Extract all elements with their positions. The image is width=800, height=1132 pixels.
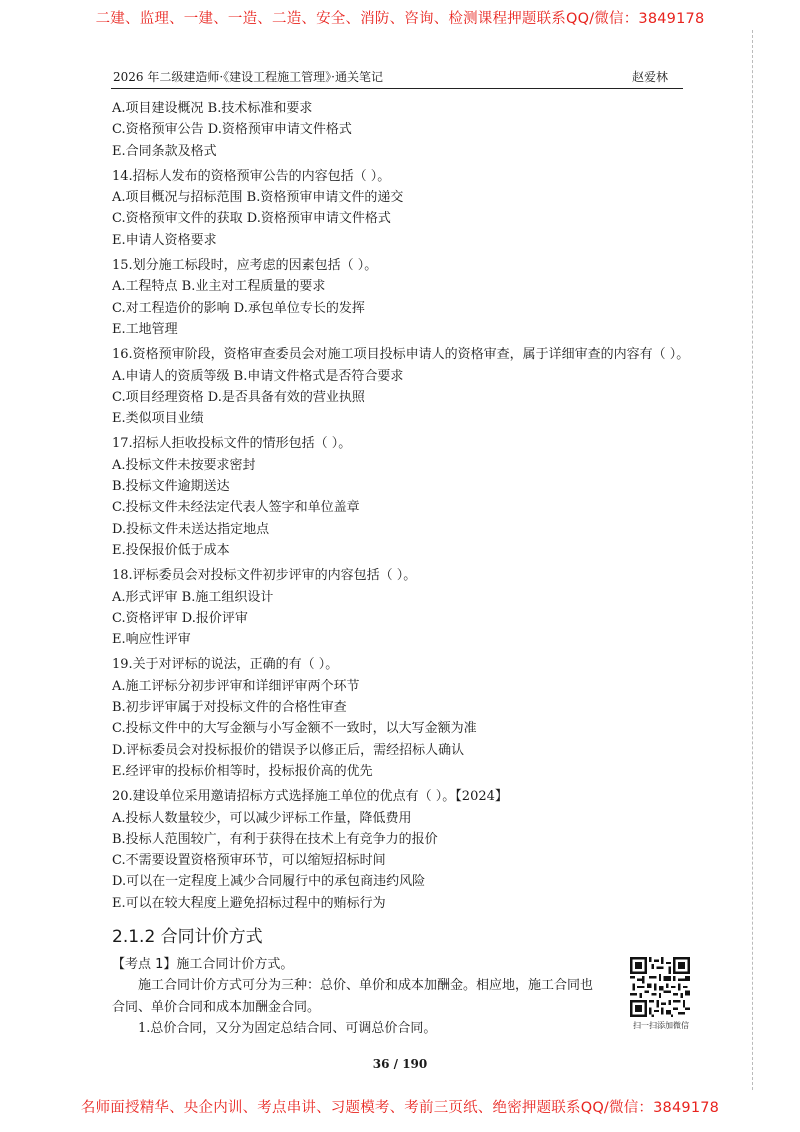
option-d: D.资格预审申请文件格式 [246,211,391,227]
option-e: E.申请人资格要求 [112,232,217,248]
option-row [112,276,692,297]
body-paragraph: 1.总价合同，又分为固定总结合同、可调总价合同。 [138,1020,437,1036]
option-row [112,587,692,608]
option-b: B.业主对工程质量的要求 [181,279,326,295]
body-paragraph: 施工合同计价方式可分为三种：总价、单价和成本加酬金。相应地，施工合同也 [138,978,594,994]
option-a: A.投标文件未按要求密封 [112,457,256,473]
option-d: D.投标文件未送达指定地点 [112,521,270,537]
option-d: D.是否具备有效的营业执照 [207,389,365,405]
option-b: B.施工组织设计 [181,589,274,605]
scan-edge-line [752,30,753,1090]
option-a: A.项目建设概况 [112,101,204,116]
question-stem: 20.建设单位采用邀请招标方式选择施工单位的优点有（ ）。【2024】 [112,789,508,805]
option-a: A.施工评标分初步评审和详细评审两个环节 [112,678,360,694]
option-a: A.形式评审 [112,589,178,605]
question-stem: 18.评标委员会对投标文件初步评审的内容包括（ ）。 [112,568,417,584]
header-divider [111,88,683,89]
option-row [112,119,692,140]
option-e: E.投保报价低于成本 [112,542,230,558]
question-13-options [112,98,692,162]
question-stem: 16.资格预审阶段，资格审查委员会对施工项目投标申请人的资格审查，属于详细审查的内容有（ ）。 [112,347,690,363]
document-body [112,98,692,1039]
option-d: D.评标委员会对投标报价的错误予以修正后，需经招标人确认 [112,742,465,758]
option-c: C.投标文件中的大写金额与小写金额不一致时，以大写金额为准 [112,721,477,737]
page-number: 36 / 190 [372,1057,428,1071]
question-18 [112,565,692,650]
option-b: B.投标文件逾期送达 [112,479,230,495]
option-row [112,208,692,229]
option-row [112,629,692,650]
option-a: A.投标人数量较少，可以减少评标工作量，降低费用 [112,810,412,826]
option-b: B.投标人范围较广，有利于获得在技术上有竞争力的报价 [112,831,438,847]
option-row [112,319,692,340]
option-d: D.可以在一定程度上减少合同履行中的承包商违约风险 [112,874,426,890]
top-promo-banner: 二建、监理、一建、一造、二造、安全、消防、咨询、检测课程押题联系QQ/微信：3849178 [95,11,705,27]
section-number: 2.1.2 [112,926,156,947]
option-d: D.报价评审 [181,610,248,626]
option-c: C.项目经理资格 [112,389,204,405]
option-c: C.资格评审 [112,610,178,626]
option-c: C.资格预审文件的获取 [112,211,243,227]
option-row [112,408,692,429]
option-a: A.申请人的资质等级 [112,368,230,384]
question-stem: 14.招标人发布的资格预审公告的内容包括（ ）。 [112,168,391,184]
question-15 [112,255,692,340]
option-row [112,298,692,319]
option-row [112,141,692,162]
option-e: E.工地管理 [112,321,178,337]
option-b: B.技术标准和要求 [207,101,313,116]
option-b: B.资格预审申请文件的递交 [246,190,404,206]
option-e: E.类似项目业绩 [112,411,204,427]
option-e: E.合同条款及格式 [112,143,217,159]
running-header-author: 赵爱林 [632,70,669,84]
option-row [112,98,692,119]
option-c: C.不需要设置资格预审环节，可以缩短招标时间 [112,853,386,869]
question-20 [112,786,692,914]
section-heading [112,924,692,950]
question-16 [112,344,692,429]
bottom-promo-banner: 名师面授精华、央企内训、考点串讲、习题模考、考前三页纸、绝密押题联系QQ/微信：3849178 [80,1100,720,1116]
option-c: C.对工程造价的影响 [112,300,230,316]
option-row [112,230,692,251]
option-row [112,187,692,208]
body-paragraph-continued: 合同、单价合同和成本加酬金合同。 [112,999,321,1015]
section-title: 合同计价方式 [160,926,263,947]
option-b: B.申请文件格式是否符合要求 [233,368,404,384]
running-header-title: 2026 年二级建造师·《建设工程施工管理》·通关笔记 [113,70,383,84]
question-14 [112,166,692,251]
option-row [112,366,692,387]
question-stem: 19.关于对评标的说法，正确的有（ ）。 [112,657,339,673]
question-stem: 17.招标人拒收投标文件的情形包括（ ）。 [112,436,352,452]
question-stem: 15.划分施工标段时，应考虑的因素包括（ ）。 [112,258,378,274]
question-17 [112,433,692,561]
option-c: C.资格预审公告 [112,122,204,138]
option-row [112,387,692,408]
option-row [112,608,692,629]
key-point-label: 【考点 1】施工合同计价方式。 [112,956,294,972]
qr-caption: 扫一扫添加微信 [633,1021,689,1030]
option-e: E.经评审的投标价相等时，投标报价高的优先 [112,763,373,779]
option-a: A.工程特点 [112,279,178,295]
option-b: B.初步评审属于对投标文件的合格性审查 [112,700,347,716]
option-d: D.承包单位专长的发挥 [233,300,365,316]
option-c: C.投标文件未经法定代表人签字和单位盖章 [112,500,360,516]
wechat-qr-code-icon[interactable] [630,957,690,1017]
option-d: D.资格预审申请文件格式 [207,122,352,138]
option-e: E.可以在较大程度上避免招标过程中的贿标行为 [112,895,386,911]
option-a: A.项目概况与招标范围 [112,190,243,206]
question-19 [112,654,692,782]
option-e: E.响应性评审 [112,632,191,648]
